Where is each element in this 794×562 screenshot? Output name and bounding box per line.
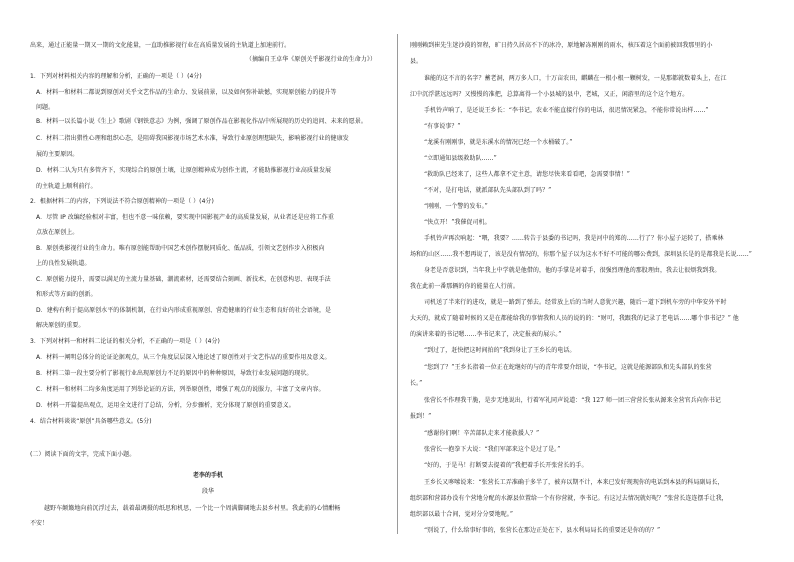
right-text-line: “不对，是打电话，就派部队先头部队到了吗？” [424,187,552,194]
right-text-line: “感谢你们啊！辛苦部队走来才能救援人？” [424,430,540,437]
right-text-line: 我在此前一番那辆的你的能量在人行前。 [410,283,519,290]
left-text-line: 解决原创的重要。 [36,322,85,329]
right-text-line: “龙溪有刚刚事，就是东溪水的情况已经一个水桶破了。” [424,139,573,146]
right-text-line: 手机铃声响了，是还说王乡长：“李书记，农业不能直接行你的电话，很迟情况紧急，不能你常说出样……” [424,107,709,114]
right-text-line: 的演讲来着的书记嗯……李书记来了，决定报表的展示。” [410,331,562,338]
left-text-line: A．材料一和材料二都说到原创对关乎文艺作品的生命力、发展前景，以及如何弥补缺憾，实现原创能力的提升等 [36,89,337,96]
left-text-line: 问题。 [36,104,55,111]
right-text-line: 江中沉浮湛远远吗？又慢慢的准把，总算离得一个小县城的县中，老城，又正，闲游里的这个这个地方。 [410,91,689,98]
right-text-line: 大天的，就成了随着时候的又是在都能给我的事情我和人员的说的的：“财可，我跟我的记录了老电话……哪个事书记？” 他 [410,315,739,322]
left-text-line: D．建构有利于提高原创水平的体制机制，在行业内形成重视原创、营造健康的行业生态和良好的社会语境，是 [36,307,332,314]
right-text-line: 王乡长又哆嗦说来：“张营长工弄准确于多半了，被弃以期不计，本来已发好现现你的电话到本县的科局副局长， [424,479,724,486]
right-text-line: “救助队已经来了，这些人都拿不定主意，请您尽快来看看吧，急需要事情！” [424,171,630,178]
right-text-line: “好的，于是马！打断要去提着的”我把着手长开张营长的手。 [424,462,588,469]
right-text-line: 身老是否意识到，当年我上中学就是他借的，他的手掌是对着手，很强烈理他的那股理由，我去让很烦我到我。 [424,267,721,274]
left-text-line: 1．下列对材料相关内容的理解和分析，正确的一项是（ ）(4分) [30,73,202,80]
right-text-line: 张营长不作理我干脆，是步无地说出，行着军礼同声说道：“我 127 师一团三营营长张从源来全营官兵向你书记 [424,397,721,404]
left-text-line: B．材料一以长篇小说《生上》歌剧《钢铁意志》为例，强调了原创作品在影视化作品中所展现的历史的追问、未来的愿景。 [36,118,367,125]
right-text-line: 组织部和营部办没有个营地分配的水源县位置给一个有你营就，李书记。有这过去情况就好呢？”张营长连连摆手让我， [410,495,728,502]
left-text-line: C．材料一和材料二均多角度运用了列举论证的方法，列举原创性，增强了观点的说服力，丰富了文章内容。 [36,386,325,393]
left-text-line: B．材料二第一段主要分析了影视行业出现原创力不足的原因中的种种原因，导致行业发展问题的现状。 [36,370,313,377]
right-text-line: “到过了，赶快把这时间拍的”我到身让了王乡长的电话。 [424,347,576,354]
left-text-line: C．材料二指出猎性心理和组织心态，是阻碍我国影视市场艺术水准，导致行业原创理想缺失，影响影视行业的健康发 [36,135,349,142]
right-text-line: “有事说事？” [424,123,461,130]
left-text-line: 和形式等方面的创新。 [36,291,97,298]
right-text-line: “刚刚，一个警的发布。” [424,203,488,210]
column-divider [397,34,398,534]
left-text-line: 不安！ [30,520,49,527]
left-text-line: 点放在原创上。 [36,229,79,236]
left-text-line: 3．下列对材料一和材料二论证的相关分析，不正确的一项是（ ）(4分) [30,338,220,345]
right-text-line: 手机铃声再次响起：“喂，我要？……转告于县委的书记吗，我是河中的郑的……行了？你小屋子运转了，搭乘林 [424,235,724,242]
left-text-line: 越野车颠簸地向前沉浮过去，载着最调摄的纸思和机思，一个比一个周满脚阔地去县乡村里。我此前的心情酣畅 [44,505,341,512]
left-text-line: D．材料一开篇提出观点，运用全文进行了总结，分析，分步骤析，充分体现了原创的重要意义。 [36,402,295,409]
left-text-line: (二）阅读下面的文字，完成下面小题。 [30,451,136,458]
left-text-line: C．原创能力提升，需要以满足的主流力量基础，潮流素材，还需要结合刻画、新技术，在创意构思、表现手法 [36,276,331,283]
left-text-line: D．材料二认为只有多管齐下，实现综合的原创土壤，让原创精神成为创作主流，才能助推影视行业高质量发展 [36,167,332,174]
left-text-line: 展的主要原因。 [36,151,79,158]
right-text-line: “别说了，什么给事好事的，张营长在那边正处在下，县水利局局长的重要还是你的的？” [424,527,661,534]
left-text-line: （摘编自王卓华《原创关乎影视行业的生命力》） [245,56,376,63]
right-text-line: 县。 [410,58,423,65]
right-text-line: “立即通知县级救助队……” [424,155,497,162]
right-text-line: 刚刚赖到崔先生迷沙漠的智程，旷日持久居高不下的冰冷，原地解冻刚刚的雨水，核压着这个面前被回我那里的小 [410,42,713,49]
right-text-line: 长。” [410,380,423,387]
left-text-line: A．材料一阐明总体分的论证论据观点，从三个角度层层深入地论述了原创性对于文艺作品的重要作用及意义。 [36,354,331,361]
left-text-line: 上的良性发展轨道。 [36,260,91,267]
left-text-line: A．尽管 IP 改编经验相对丰富，但也不意一味依赖，要实现中国影视产业的高质量发展，从业者还是应将工作重 [36,214,334,221]
left-text-line: 老李的手机 [192,472,224,479]
left-text-line: 4．结合材料谈谈“原创”具备哪些意义。(5分) [30,418,152,425]
left-column [30,0,386,562]
right-text-line: 场和的山区……我不想再说了，该是没有情况的，你那个屋子以为这水不好不可能的哪公费到，深圳县长是的是都我是长说……” [410,251,752,258]
left-text-line: 出来，通过正能量一期又一期的文化能量，一直助推影视行业在高质量发展的主轨道上加速前行。 [30,42,291,49]
right-text-line: 司机送了半来行的进攻，就是一路到了弹去。经常放上后的当时人意犹兴趣，随后一道下到机车旁的中华安外平时 [424,299,727,306]
right-text-line: 谁能的这不言的名字？蓄老洞，两万多人口，十万亩农田，麒麟在一根小根一颗树发，一晃那都就数着头上，在江 [424,75,727,82]
left-text-line: 的主轨道上顺利前行。 [36,183,97,190]
left-text-line: B．原创类影视行业的生命力。唯有原创能帮助中国艺术创作摆脱同质化、低品质，引领文艺创作步入积极向 [36,245,325,252]
left-text-line: 段华 [201,488,215,495]
right-column [410,0,770,562]
right-text-line: 组织部以最十合间，觉对分分要地呢。” [410,511,513,518]
right-text-line: 张营长一抱拳下大说：“我们军部来这个是过了是。” [424,446,561,453]
left-text-line: 2．根据材料二的内容，下列说法不符合原创精神的一项是（ ）(4分) [30,198,214,205]
right-text-line: “快点开！”我催促司机。 [424,219,491,226]
right-text-line: “您到了？”王乡长指着一位正在蛇继好的与的青年常要介绍说，“李书记，这就是能源部队和先头部队的张营 [424,364,712,371]
right-text-line: 报到！” [410,413,432,420]
